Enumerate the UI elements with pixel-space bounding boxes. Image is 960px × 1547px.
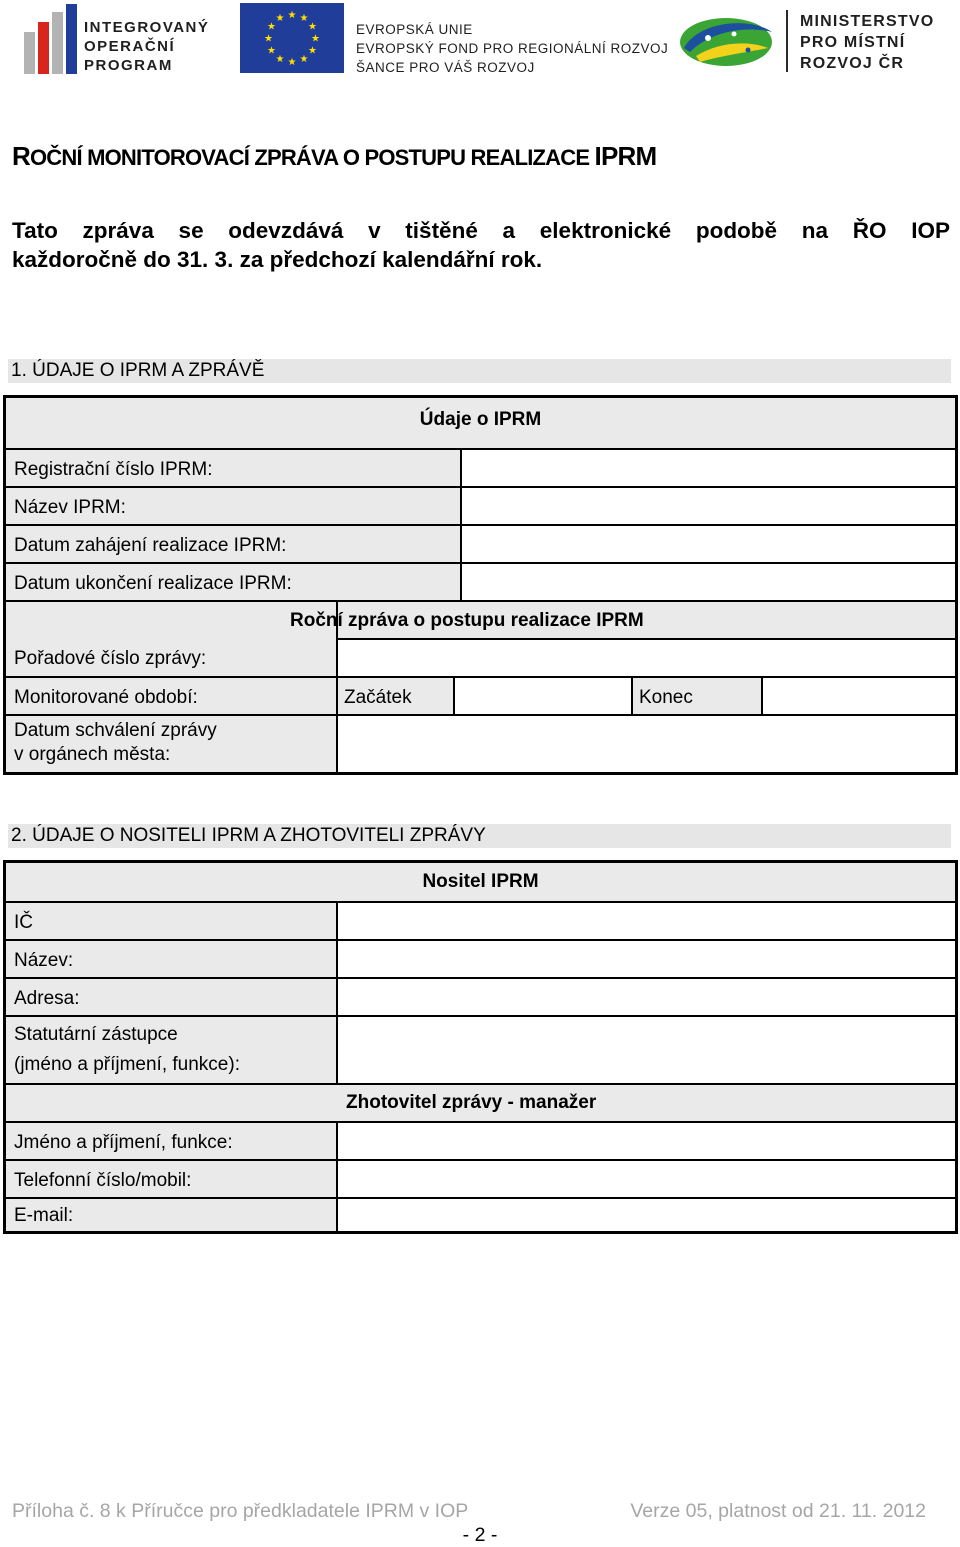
eu-logo-line-3: ŠANCE PRO VÁŠ ROZVOJ xyxy=(356,60,535,75)
holder-name-label: Název: xyxy=(6,941,338,979)
period-end-field[interactable] xyxy=(763,678,955,716)
author-heading-row xyxy=(6,1085,955,1123)
company-id-label: IČ xyxy=(6,903,338,941)
iprm-name-field[interactable] xyxy=(462,488,955,526)
section-2-header: 2. ÚDAJE O NOSITELI IPRM A ZHOTOVITELI ZPRÁVY xyxy=(8,824,951,848)
holder-heading: Nositel IPRM xyxy=(6,863,955,903)
author-email-field[interactable] xyxy=(338,1199,955,1231)
mmr-logo-line-3: ROZVOJ ČR xyxy=(800,55,905,72)
svg-text:★: ★ xyxy=(264,33,273,45)
eu-logo-line-1: EVROPSKÁ UNIE xyxy=(356,22,473,37)
svg-text:★: ★ xyxy=(275,13,285,24)
document-title xyxy=(12,141,656,172)
order-number-label-cell xyxy=(6,602,338,678)
title-main: OČNÍ MONITOROVACÍ ZPRÁVA O POSTUPU REALIZACE xyxy=(29,145,595,170)
svg-text:★: ★ xyxy=(308,45,317,57)
svg-text:★: ★ xyxy=(287,10,297,21)
svg-text:★: ★ xyxy=(267,21,276,33)
svg-text:★: ★ xyxy=(275,54,285,65)
order-number-field[interactable] xyxy=(338,640,955,678)
intro-line-2: každoročně do 31. 3. za předchozí kalendářní rok. xyxy=(12,247,543,272)
footer-attachment-note: Příloha č. 8 k Příručce pro předkladatele IPRM v IOP xyxy=(12,1500,469,1522)
footer-version: Verze 05, platnost od 21. 11. 2012 xyxy=(630,1500,926,1522)
company-id-field[interactable] xyxy=(338,903,955,941)
author-phone-field[interactable] xyxy=(338,1161,955,1199)
end-date-field[interactable] xyxy=(462,564,955,602)
iprm-name-label: Název IPRM: xyxy=(6,488,462,526)
mmr-logo-line-1: MINISTERSTVO xyxy=(800,13,935,30)
author-name-field[interactable] xyxy=(338,1123,955,1161)
author-heading: Zhotovitel zprávy - manažer xyxy=(346,1092,597,1113)
mmr-logo-mark-icon xyxy=(678,12,774,70)
statutory-label-line-2: (jméno a příjmení, funkce): xyxy=(14,1054,240,1075)
intro-line-1: Tato zpráva se odevzdává v tištěné a elektronické podobě na ŘO IOP xyxy=(12,218,950,243)
period-start-field[interactable] xyxy=(455,678,633,716)
svg-text:★: ★ xyxy=(299,54,309,65)
eu-flag-icon xyxy=(240,3,344,73)
start-date-label: Datum zahájení realizace IPRM: xyxy=(6,526,462,564)
period-end-label: Konec xyxy=(633,678,763,716)
iop-bars-icon xyxy=(22,4,78,74)
page-number: - 2 - xyxy=(462,1524,498,1546)
approval-date-label-line-1: Datum schválení zprávy xyxy=(14,720,217,741)
iprm-data-heading: Údaje o IPRM xyxy=(6,398,955,450)
section-2-table xyxy=(3,860,958,1234)
svg-text:★: ★ xyxy=(311,33,320,45)
statutory-label-line-1: Statutární zástupce xyxy=(14,1024,178,1045)
iop-logo-line-1: INTEGROVANÝ xyxy=(84,19,210,36)
order-number-label: Pořadové číslo zprávy: xyxy=(14,648,207,669)
eu-logo-line-2: EVROPSKÝ FOND PRO REGIONÁLNÍ ROZVOJ xyxy=(356,41,669,56)
end-date-label: Datum ukončení realizace IPRM: xyxy=(6,564,462,602)
author-email-label: E-mail: xyxy=(6,1199,338,1231)
approval-date-label-line-2: v orgánech města: xyxy=(14,744,171,765)
iop-logo-line-3: PROGRAM xyxy=(84,57,173,74)
svg-text:★: ★ xyxy=(308,21,317,33)
registration-number-label: Registrační číslo IPRM: xyxy=(6,450,462,488)
registration-number-field[interactable] xyxy=(462,450,955,488)
intro-paragraph xyxy=(12,216,950,274)
iop-logo-line-2: OPERAČNÍ xyxy=(84,38,176,55)
section-1-header: 1. ÚDAJE O IPRM A ZPRÁVĚ xyxy=(8,359,951,383)
iop-logo xyxy=(22,4,210,74)
approval-date-field[interactable] xyxy=(338,716,955,772)
author-name-label: Jméno a příjmení, funkce: xyxy=(6,1123,338,1161)
holder-address-label: Adresa: xyxy=(6,979,338,1017)
statutory-field[interactable] xyxy=(338,1017,955,1085)
svg-text:★: ★ xyxy=(267,45,276,57)
page-header xyxy=(0,0,960,80)
svg-text:★: ★ xyxy=(299,13,309,24)
period-start-label: Začátek xyxy=(338,678,455,716)
author-phone-label: Telefonní číslo/mobil: xyxy=(6,1161,338,1199)
annual-report-heading xyxy=(290,602,955,640)
title-suffix: IPRM xyxy=(594,141,657,171)
title-prefix: R xyxy=(12,141,30,171)
start-date-field[interactable] xyxy=(462,526,955,564)
mmr-logo-line-2: PRO MÍSTNÍ xyxy=(800,34,906,51)
approval-date-label-cell xyxy=(6,716,338,772)
holder-name-field[interactable] xyxy=(338,941,955,979)
holder-address-field[interactable] xyxy=(338,979,955,1017)
section-1-table xyxy=(3,395,958,775)
monitored-period-label: Monitorované období: xyxy=(6,678,338,716)
statutory-label-cell xyxy=(6,1017,338,1085)
mmr-logo-divider xyxy=(786,10,788,72)
svg-text:★: ★ xyxy=(287,57,297,68)
annual-report-heading-text: Roční zpráva o postupu realizace IPRM xyxy=(290,610,644,631)
